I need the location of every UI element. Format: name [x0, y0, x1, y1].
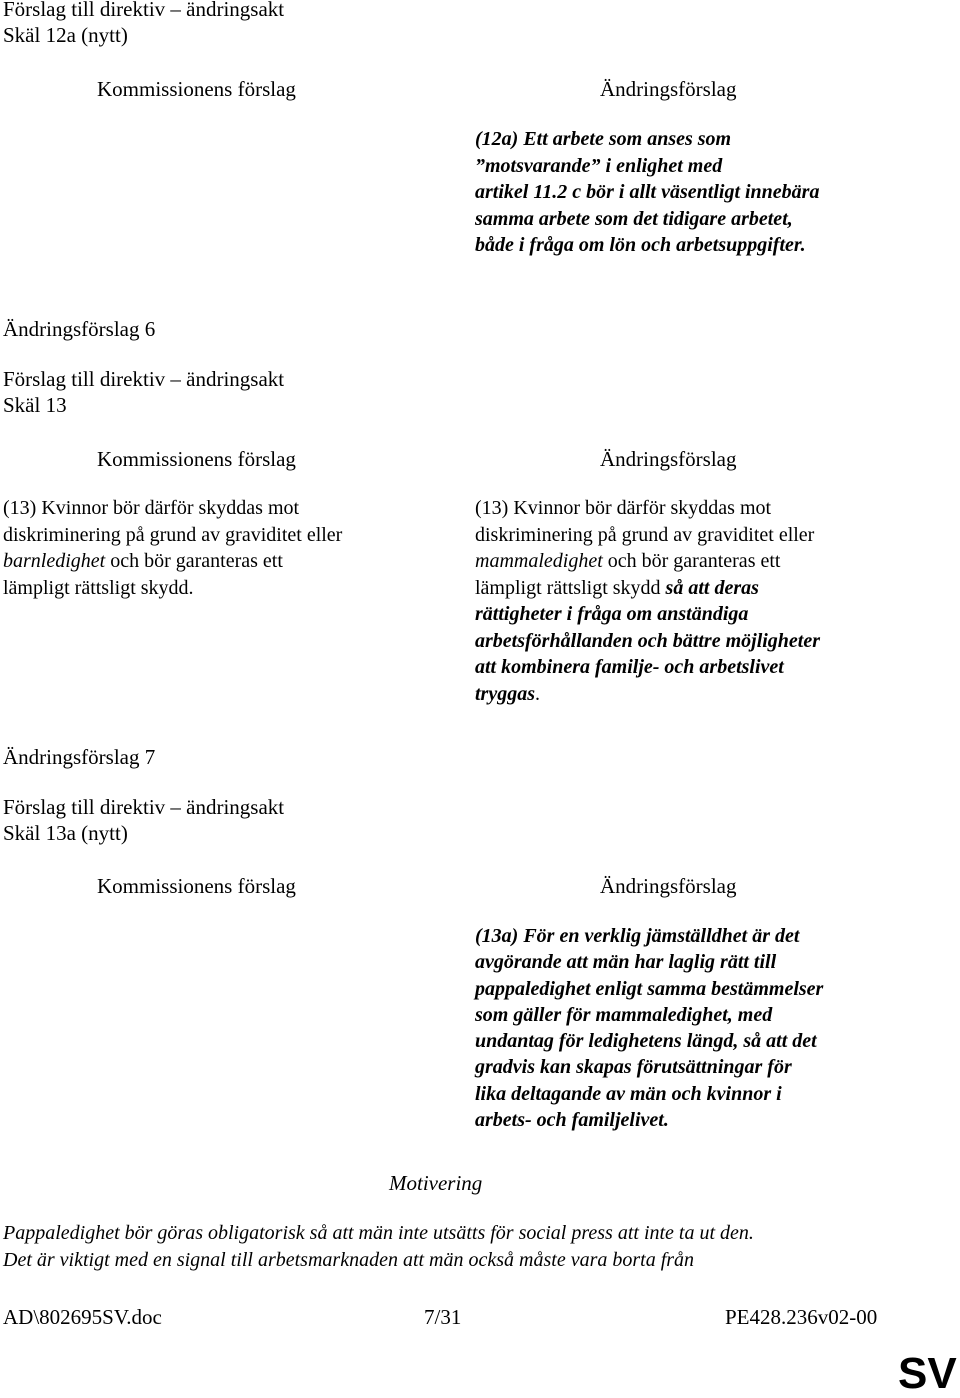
- text-line: både i fråga om lön och arbetsuppgifter.: [475, 234, 806, 256]
- text-line: diskriminering på grund av graviditet eller: [3, 523, 343, 546]
- text-line: gradvis kan skapas förutsättningar för: [475, 1056, 792, 1079]
- text-run: och bör garanteras ett: [105, 550, 283, 572]
- amendment-text: [475, 126, 945, 259]
- justification-text: [3, 1220, 754, 1273]
- text-line: arbetsförhållanden och bättre möjligheter: [475, 629, 821, 652]
- heading-line: Förslag till direktiv – ändringsakt: [3, 795, 285, 819]
- amendment-title: Ändringsförslag 6: [3, 317, 156, 341]
- column-header-commission: Kommissionens förslag: [97, 77, 296, 101]
- heading-line: Skäl 13a (nytt): [3, 821, 128, 845]
- text-line: (13) Kvinnor bör därför skyddas mot: [475, 497, 772, 519]
- column-header-amendment: Ändringsförslag: [600, 447, 737, 471]
- bold-italic-run: så att deras: [665, 576, 759, 599]
- column-header-commission: Kommissionens förslag: [97, 447, 296, 471]
- text-line: som gäller för mammaledighet, med: [475, 1003, 773, 1026]
- text-line: lika deltagande av män och kvinnor i: [475, 1082, 782, 1105]
- text-line: rättigheter i fråga om anständiga: [475, 603, 749, 625]
- heading-line: Förslag till direktiv – ändringsakt: [3, 367, 285, 391]
- column-header-amendment: Ändringsförslag: [600, 874, 737, 898]
- text-line: avgörande att män har laglig rätt till: [475, 951, 777, 974]
- amendment-text: [475, 495, 945, 707]
- amendment-title: Ändringsförslag 7: [3, 745, 156, 769]
- heading-line: Förslag till direktiv – ändringsakt: [3, 0, 285, 21]
- heading-line: Skäl 12a (nytt): [3, 23, 128, 47]
- text-line: (13a) För en verklig jämställdhet är det: [475, 925, 800, 947]
- text-line: Det är viktigt med en signal till arbetsmarknaden att män också måste vara borta från: [3, 1248, 695, 1271]
- bold-italic-run: tryggas: [475, 682, 535, 705]
- text-run: lämpligt rättsligt skydd: [475, 576, 666, 599]
- justification-title: Motivering: [389, 1171, 483, 1195]
- italic-term: mammaledighet: [475, 550, 603, 572]
- text-line: undantag för ledighetens längd, så att det: [475, 1030, 817, 1053]
- text-line: arbets- och familjelivet.: [475, 1109, 669, 1132]
- text-line: pappaledighet enligt samma bestämmelser: [475, 977, 824, 1000]
- section-heading: [3, 366, 284, 418]
- language-code: SV: [898, 1349, 957, 1398]
- text-line: (12a) Ett arbete som anses som: [475, 128, 732, 150]
- text-line: Pappaledighet bör göras obligatorisk så att män inte utsätts för social press att inte ta ut den.: [3, 1222, 754, 1244]
- column-header-commission: Kommissionens förslag: [97, 874, 296, 898]
- heading-line: Skäl 13: [3, 393, 67, 417]
- text-line: [475, 681, 945, 708]
- text-line: [3, 548, 443, 575]
- text-line: [475, 575, 945, 602]
- footer-pe-ref: PE428.236v02-00: [725, 1305, 878, 1329]
- text-line: samma arbete som det tidigare arbetet,: [475, 207, 793, 230]
- amendment-text: [475, 923, 945, 1133]
- text-line: artikel 11.2 c bör i allt väsentligt innebära: [475, 181, 820, 203]
- footer-page-number: 7/31: [424, 1305, 462, 1329]
- text-run: och bör garanteras ett: [602, 550, 781, 572]
- text-line: ”motsvarande” i enlighet med: [475, 154, 723, 177]
- section-heading: [3, 794, 284, 846]
- column-header-amendment: Ändringsförslag: [600, 77, 737, 101]
- text-run: .: [535, 682, 540, 705]
- commission-text: [3, 495, 443, 601]
- text-line: (13) Kvinnor bör därför skyddas mot: [3, 497, 300, 519]
- text-line: lämpligt rättsligt skydd.: [3, 576, 194, 599]
- text-line: diskriminering på grund av graviditet eller: [475, 523, 815, 546]
- italic-term: barnledighet: [3, 550, 106, 572]
- section-heading: [3, 0, 284, 48]
- text-line: att kombinera familje- och arbetslivet: [475, 656, 784, 678]
- footer-doc-ref: AD\802695SV.doc: [3, 1305, 162, 1329]
- text-line: [475, 548, 945, 575]
